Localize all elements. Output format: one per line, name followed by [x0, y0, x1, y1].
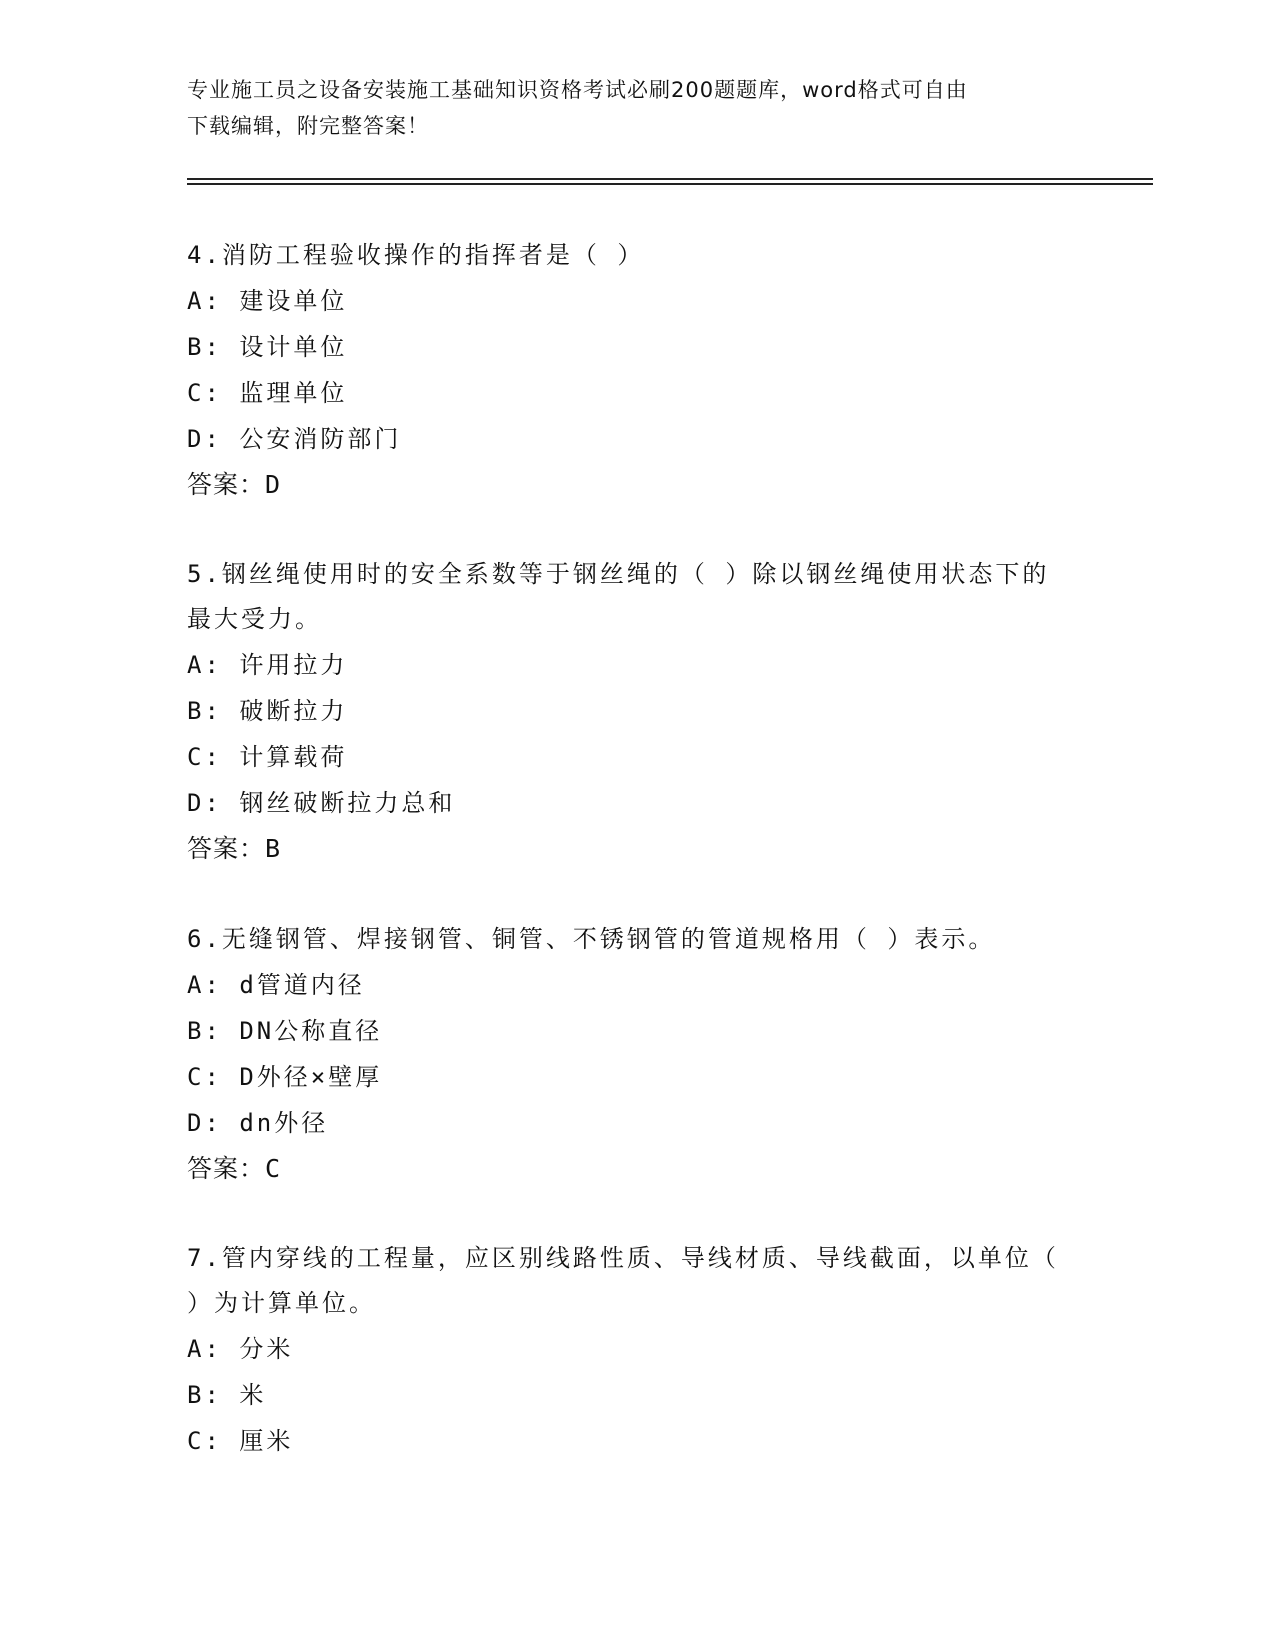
option-c: C: 厘米 [187, 1427, 294, 1455]
question-4 [187, 233, 1067, 508]
answer-line [187, 1146, 1067, 1192]
option-a: A: 许用拉力 [187, 651, 348, 679]
option-list [187, 278, 1067, 462]
option-d: D: 钢丝破断拉力总和 [187, 789, 456, 817]
answer-line [187, 826, 1067, 872]
header-line-2: 下载编辑，附完整答案！ [187, 114, 429, 138]
question-5 [187, 552, 1067, 872]
option-b: B: 设计单位 [187, 333, 348, 361]
option-b: B: 米 [187, 1381, 267, 1409]
option-b: B: DN公称直径 [187, 1017, 383, 1045]
question-7 [187, 1236, 1067, 1464]
option-d: D: dn外径 [187, 1109, 329, 1137]
answer-value: C [265, 1154, 282, 1183]
header-divider-bottom [187, 183, 1153, 185]
question-stem: 6.无缝钢管、焊接钢管、铜管、不锈钢管的管道规格用（ ）表示。 [187, 925, 996, 953]
answer-label: 答案： [187, 834, 266, 863]
header-line-1: 专业施工员之设备安装施工基础知识资格考试必刷200题题库，word格式可自由 [187, 78, 968, 102]
option-b: B: 破断拉力 [187, 697, 348, 725]
question-stem: 7.管内穿线的工程量，应区别线路性质、导线材质、导线截面，以单位（ ）为计算单位。 [187, 1244, 1059, 1317]
option-d: D: 公安消防部门 [187, 425, 402, 453]
answer-line [187, 462, 1067, 508]
option-list [187, 642, 1067, 826]
option-a: A: 分米 [187, 1335, 294, 1363]
option-a: A: 建设单位 [187, 287, 348, 315]
question-stem: 4.消防工程验收操作的指挥者是（ ） [187, 241, 645, 269]
answer-label: 答案： [187, 1154, 266, 1183]
answer-value: D [265, 470, 282, 499]
option-list [187, 962, 1067, 1146]
question-stem: 5.钢丝绳使用时的安全系数等于钢丝绳的（ ）除以钢丝绳使用状态下的最大受力。 [187, 560, 1050, 633]
option-c: C: 计算载荷 [187, 743, 348, 771]
option-a: A: d管道内径 [187, 971, 365, 999]
option-c: C: D外径×壁厚 [187, 1063, 383, 1091]
header-divider-top [187, 178, 1153, 180]
answer-label: 答案： [187, 470, 266, 499]
option-list [187, 1326, 1067, 1464]
option-c: C: 监理单位 [187, 379, 348, 407]
question-6 [187, 917, 1067, 1192]
answer-value: B [265, 834, 282, 863]
document-header [187, 72, 1067, 144]
